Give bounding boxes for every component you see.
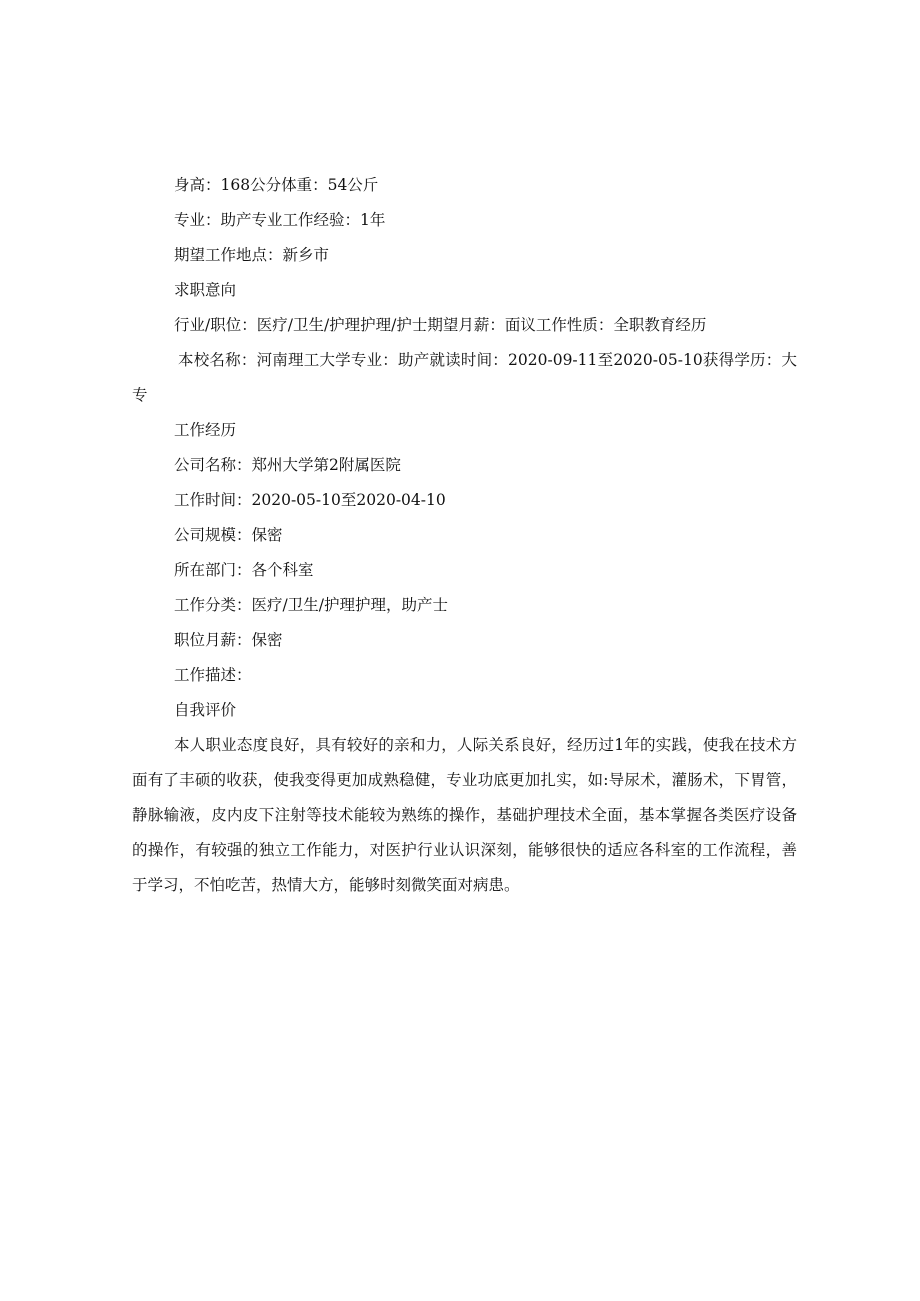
job-intent-details: 行业/职位：医疗/卫生/护理护理/护士期望月薪：面议工作性质：全职教育经历 [174,316,707,334]
self-evaluation-heading: 自我评价 [174,701,237,719]
department-text: 所在部门：各个科室 [174,561,314,579]
company-name-text: 公司名称：郑州大学第2附属医院 [174,456,401,474]
major-experience-text: 专业：助产专业工作经验：1年 [174,211,386,229]
company-scale-text: 公司规模：保密 [174,526,283,544]
work-category-text: 工作分类：医疗/卫生/护理护理，助产士 [174,596,448,614]
job-intent-heading: 求职意向 [174,281,237,299]
work-period-text: 工作时间：2020-05-10至2020-04-10 [174,491,446,509]
height-weight-text: 身高：168公分体重：54公斤 [174,176,379,194]
expected-location-text: 期望工作地点：新乡市 [174,246,330,264]
education-details: 本校名称：河南理工大学专业：助产就读时间：2020-09-11至2020-05-10获得学历：大专 [132,351,797,404]
work-description-label: 工作描述： [174,666,252,684]
work-experience-heading: 工作经历 [174,421,237,439]
self-evaluation-paragraph: 本人职业态度良好，具有较好的亲和力，人际关系良好，经历过1年的实践，使我在技术方面有了丰硕的收获，使我变得更加成熟稳健，专业功底更加扎实，如:导尿术，灌肠术，下胃管，静脉输液，皮内皮下注射等技术能较为熟练的操作，基础护理技术全面，基本掌握各类医疗设备的操作，有较强的独立工作能力，对医护行业认识深刻，能够很快的适应各科室的工作流程，善于学习，不怕吃苦，热情大方，能够时刻微笑面对病患。 [132,736,797,894]
position-salary-text: 职位月薪：保密 [174,631,283,649]
resume-content [132,168,797,903]
